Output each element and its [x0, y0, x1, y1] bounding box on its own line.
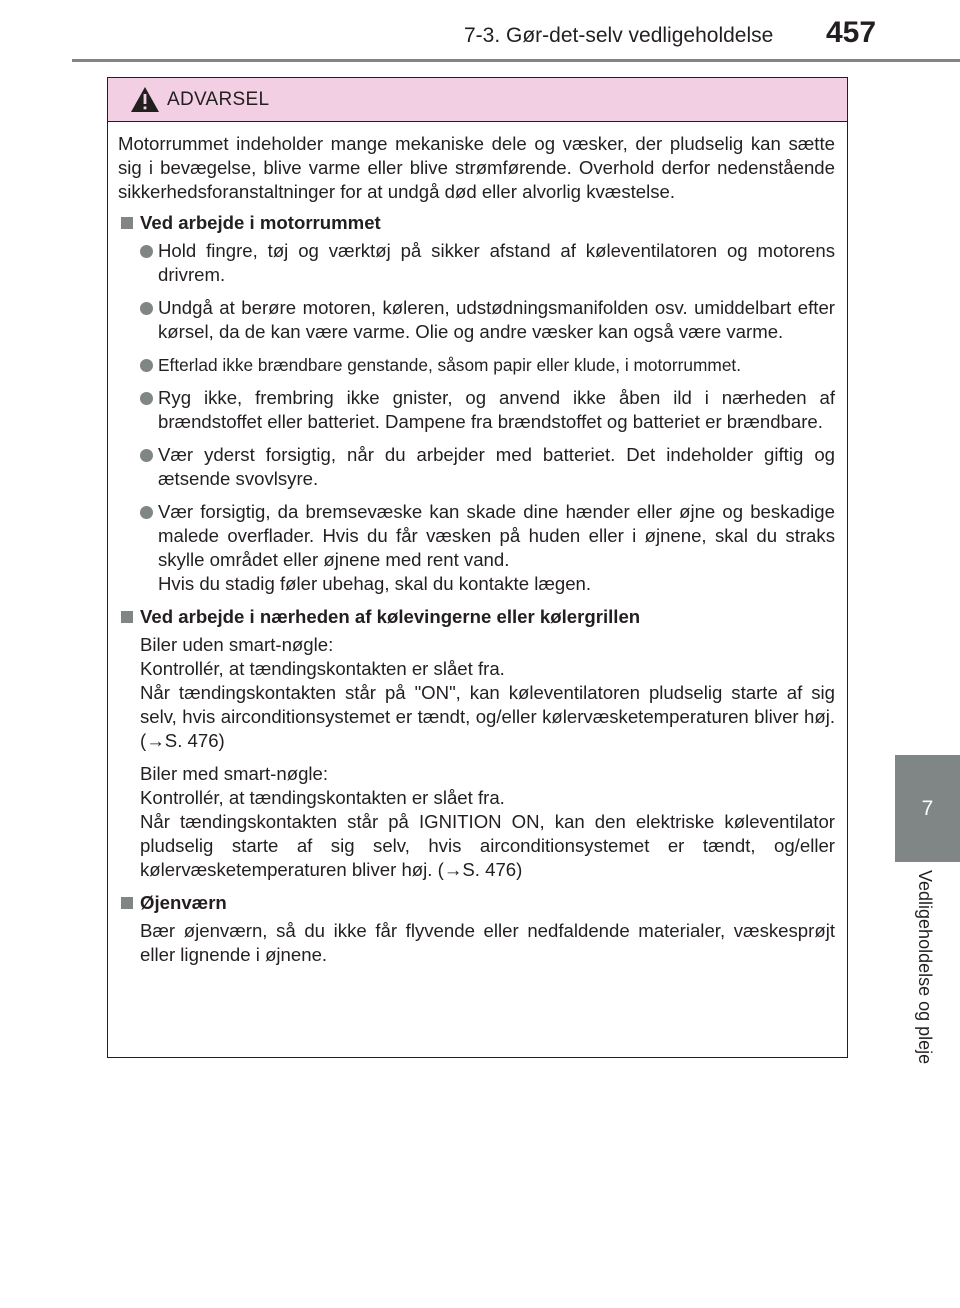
warning-box	[107, 77, 848, 1058]
list-item	[140, 353, 835, 377]
warning-header	[108, 78, 847, 122]
block-line: Når tændingskontakten står på "ON", kan køleventilatoren pludselig starte af sig selv, hvis airconditionsystemet er tændt, og/eller kølervæsketemperaturen bliver høj. (→S. 476)	[140, 682, 835, 751]
round-bullet-icon	[140, 302, 153, 315]
list-item	[140, 386, 835, 434]
list-item-text	[158, 500, 835, 596]
section-heading-text: Ved arbejde i nærheden af kølevingerne eller kølergrillen	[140, 606, 641, 627]
round-bullet-icon	[140, 392, 153, 405]
list-item-text: Undgå at berøre motoren, køleren, udstødningsmanifolden osv. umiddelbart efter kørsel, da de kan være varme. Olie og andre væsker kan også være varme.	[158, 297, 835, 342]
warning-triangle-icon	[130, 86, 160, 113]
section-heading	[118, 891, 835, 915]
warning-intro: Motorrummet indeholder mange mekaniske dele og væsker, der pludselig kan sætte sig i bevægelse, blive varme eller blive strømførende. Overhold derfor nedenstående sikkerhedsforanstaltninger for at undgå død eller alvorlig kvæstelse.	[118, 133, 835, 202]
block-line: Bær øjenværn, så du ikke får flyvende eller nedfaldende materialer, væskesprøjt eller lignende i øjnene.	[140, 920, 835, 965]
list-item-text: Ryg ikke, frembring ikke gnister, og anvend ikke åben ild i nærheden af brændstoffet eller batteriet. Dampene fra brændstoffet og batteriet er brændbare.	[158, 387, 835, 432]
list-item-line: Hvis du stadig føler ubehag, skal du kontakte lægen.	[158, 573, 592, 594]
list-item	[140, 239, 835, 287]
chapter-title-vertical	[900, 870, 952, 1200]
list-item	[140, 296, 835, 344]
block-label: Biler med smart-nøgle:	[140, 763, 329, 784]
section-heading	[118, 211, 835, 235]
eye-protection-block	[140, 919, 835, 967]
square-bullet-icon	[121, 897, 133, 909]
chapter-tab	[895, 755, 960, 862]
block-line: Når tændingskontakten står på IGNITION ON, kan den elektriske køleventilator pludselig starte af sig selv, hvis airconditionsystemet er tændt, og/eller kølervæsketemperaturen bliver høj. (→S. 476)	[140, 811, 835, 880]
list-item-text: Efterlad ikke brændbare genstande, såsom papir eller klude, i motorrummet.	[158, 355, 742, 375]
list-item	[140, 500, 835, 596]
chapter-title: Vedligeholdelse og pleje	[915, 870, 935, 1065]
no-smart-key-block	[140, 633, 835, 753]
chapter-number: 7	[921, 796, 934, 820]
square-bullet-icon	[121, 611, 133, 623]
round-bullet-icon	[140, 506, 153, 519]
block-line: Kontrollér, at tændingskontakten er slået fra.	[140, 787, 505, 808]
round-bullet-icon	[140, 245, 153, 258]
block-line: Kontrollér, at tændingskontakten er slået fra.	[140, 658, 505, 679]
warning-body	[108, 122, 847, 967]
block-label: Biler uden smart-nøgle:	[140, 634, 334, 655]
list-item-text: Hold fingre, tøj og værktøj på sikker afstand af køleventilatoren og motorens drivrem.	[158, 240, 835, 285]
list-item-text: Vær yderst forsigtig, når du arbejder med batteriet. Det indeholder giftig og ætsende svovlsyre.	[158, 444, 835, 489]
list-item-line: Vær forsigtig, da bremsevæske kan skade dine hænder eller øjne og beskadige malede overflader. Hvis du får væsken på huden eller i øjnene, skal du straks skylle området eller øjnene med rent vand.	[158, 501, 835, 570]
header-section-title: 7-3. Gør-det-selv vedligeholdelse	[464, 24, 774, 47]
section-heading	[118, 605, 835, 629]
warning-title: ADVARSEL	[167, 88, 270, 110]
page-number: 457	[826, 16, 877, 49]
list-item	[140, 443, 835, 491]
round-bullet-icon	[140, 359, 153, 372]
smart-key-block	[140, 762, 835, 882]
header-divider	[72, 59, 960, 62]
section-heading-text: Øjenværn	[140, 892, 227, 913]
section-heading-text: Ved arbejde i motorrummet	[140, 212, 381, 233]
round-bullet-icon	[140, 449, 153, 462]
square-bullet-icon	[121, 217, 133, 229]
